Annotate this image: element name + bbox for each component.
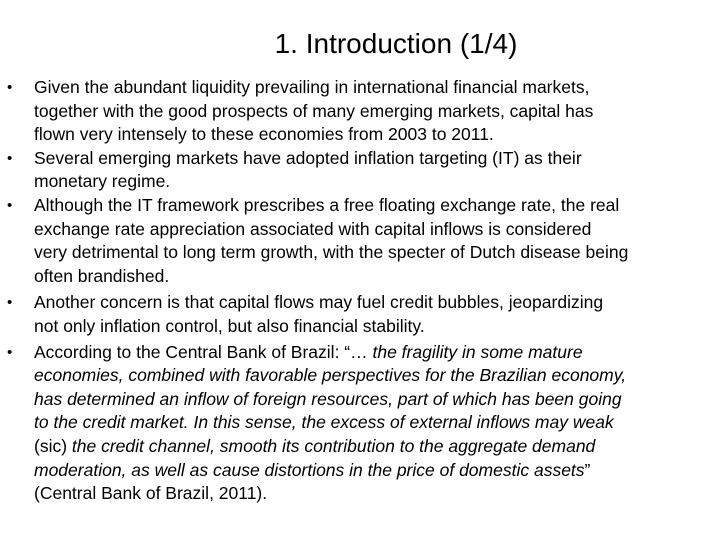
bullet-text-line: Given the abundant liquidity prevailing in international financial markets, [34, 77, 590, 97]
quote-italic-text: to the credit market. In this sense, the excess of external inflows may weak [34, 412, 614, 433]
bullet-text-line: flown very intensely to these economies from 2003 to 2011. [34, 124, 494, 145]
quote-line [34, 435, 714, 459]
quote-line [34, 364, 714, 388]
bullet-text-line: not only inflation control, but also financial stability. [34, 315, 425, 336]
quote-line [34, 459, 714, 483]
bullet-item-exchange-rate [0, 194, 720, 288]
quote-italic-text: moderation, as well as cause distortions in the price of domestic assets [34, 459, 585, 480]
quote-italic-text: economies, combined with favorable perspectives for the Brazilian economy, [34, 365, 627, 386]
quote-citation [34, 482, 714, 506]
bullet-list [0, 76, 720, 506]
quote-line [34, 341, 714, 365]
bullet-text-line: very detrimental to long term growth, with the specter of Dutch disease being [34, 242, 629, 263]
quote-italic-text: the fragility in some mature [372, 341, 583, 362]
quote-italic-text: the credit channel, smooth its contribution to the aggregate demand [71, 435, 596, 456]
quote-italic-text: has determined an inflow of foreign resources, part of which has been going [34, 388, 622, 409]
bullet-text-line: exchange rate appreciation associated with capital inflows is considered [34, 218, 592, 239]
citation-text: (Central Bank of Brazil, 2011). [34, 483, 268, 504]
bullet-dot-icon: • [7, 294, 13, 312]
bullet-dot-icon: • [7, 79, 13, 96]
bullet-text-line: often brandished. [34, 265, 170, 286]
bullet-item-liquidity [0, 76, 720, 147]
bullet-text-line: together with the good prospects of many emerging markets, capital has [34, 100, 594, 121]
quote-closing-mark: ” [584, 459, 591, 480]
bullet-item-credit-bubbles [0, 291, 720, 338]
bullet-dot-icon: • [7, 343, 13, 361]
quote-line [34, 411, 714, 435]
quote-line [34, 388, 714, 412]
quote-plain-text: (sic) [34, 435, 72, 456]
bullet-text-line: Several emerging markets have adopted inflation targeting (IT) as their [34, 147, 582, 168]
slide-title: 1. Introduction (1/4) [274, 28, 518, 59]
bullet-text-line: Another concern is that capital flows may fuel credit bubbles, jeopardizing [34, 292, 604, 313]
bullet-text-line: monetary regime. [34, 171, 171, 192]
bullet-item-inflation-targeting [0, 147, 720, 194]
bullet-dot-icon: • [7, 196, 13, 214]
bullet-item-central-bank-quote [0, 341, 720, 506]
bullet-dot-icon: • [7, 149, 13, 167]
quote-plain-text: According to the Central Bank of Brazil: “… [34, 341, 373, 362]
bullet-text-line: Although the IT framework prescribes a free floating exchange rate, the real [34, 194, 620, 215]
